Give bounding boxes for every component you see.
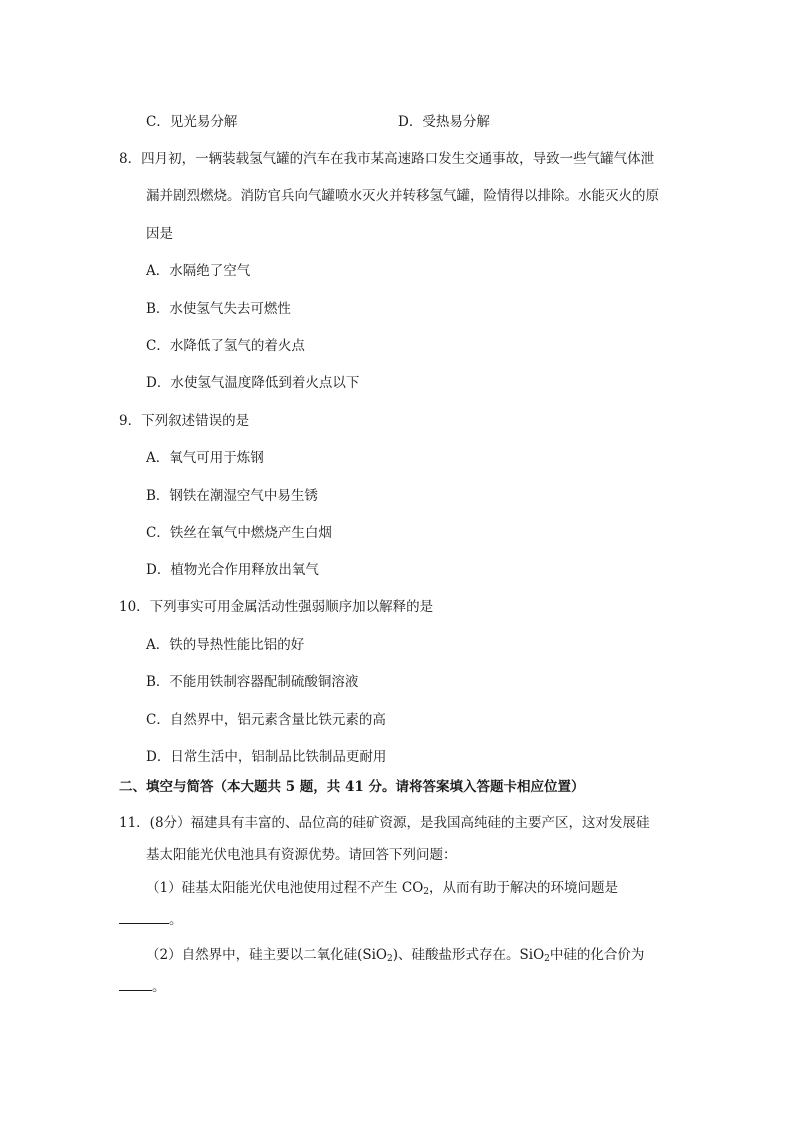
q8-option-d: D．水使氢气温度降低到着火点以下 <box>146 375 360 391</box>
q7-option-c: C．见光易分解 <box>146 114 238 130</box>
q11-part1-text-after: ，从而有助于解决的环境问题是 <box>429 880 619 896</box>
q11-part2-text-before: （2）自然界中，硅主要以二氧化硅(SiO <box>146 947 387 963</box>
q7-option-d: D．受热易分解 <box>398 114 490 130</box>
q11-part2-subscript-1: 2 <box>387 954 393 964</box>
q10-option-c: C．自然界中，铝元素含量比铁元素的高 <box>146 712 386 728</box>
q11-part2-end: 。 <box>152 979 166 995</box>
q8-stem-line2: 漏并剧烈燃烧。消防官兵向气罐喷水灭火并转移氢气罐，险情得以排除。水能灭火的原 <box>146 188 659 204</box>
q9-stem: 9．下列叙述错误的是 <box>119 413 250 429</box>
q11-stem-line1: 11．(8分）福建具有丰富的、品位高的硅矿资源，是我国高纯硅的主要产区，这对发展硅 <box>119 815 650 831</box>
q11-part2-answer-line <box>119 978 166 996</box>
q9-option-a: A．氧气可用于炼钢 <box>146 450 264 466</box>
section-2-heading: 二、填空与简答（本大题共 5 题，共 41 分。请将答案填入答题卡相应位置） <box>119 779 585 795</box>
q10-option-d: D．日常生活中，铝制品比铁制品更耐用 <box>146 749 387 765</box>
q8-option-b: B．水使氢气失去可燃性 <box>146 301 291 317</box>
q8-stem-line1: 8．四月初，一辆装载氢气罐的汽车在我市某高速路口发生交通事故，导致一些气罐气体泄 <box>119 151 655 167</box>
q10-stem: 10．下列事实可用金属活动性强弱顺序加以解释的是 <box>119 599 434 615</box>
q11-part1-subscript: 2 <box>423 887 430 897</box>
q11-part1 <box>146 879 618 901</box>
q11-part2-text-after: 中硅的化合价为 <box>549 947 645 963</box>
q10-option-b: B．不能用铁制容器配制硫酸铜溶液 <box>146 674 359 690</box>
q11-part1-answer-line <box>119 911 183 929</box>
q10-option-a: A．铁的导热性能比铝的好 <box>146 637 305 653</box>
q11-part2 <box>146 946 644 968</box>
q11-stem-line2: 基太阳能光伏电池具有资源优势。请回答下列问题： <box>146 847 457 863</box>
q9-option-b: B．钢铁在潮湿空气中易生锈 <box>146 488 318 504</box>
q11-part1-answer-blank[interactable] <box>119 911 169 924</box>
q11-part2-subscript-2: 2 <box>544 954 550 964</box>
q9-option-d: D．植物光合作用释放出氧气 <box>146 562 319 578</box>
q8-option-a: A．水隔绝了空气 <box>146 263 251 279</box>
q8-option-c: C．水降低了氢气的着火点 <box>146 338 305 354</box>
q11-part1-end: 。 <box>169 912 183 928</box>
q8-stem-line3: 因是 <box>146 226 173 242</box>
q11-part2-answer-blank[interactable] <box>119 978 152 991</box>
q9-option-c: C．铁丝在氧气中燃烧产生白烟 <box>146 525 332 541</box>
q11-part1-text-before: （1）硅基太阳能光伏电池使用过程不产生 CO <box>146 880 424 896</box>
q11-part2-text-mid: )、硅酸盐形式存在。SiO <box>392 947 545 963</box>
